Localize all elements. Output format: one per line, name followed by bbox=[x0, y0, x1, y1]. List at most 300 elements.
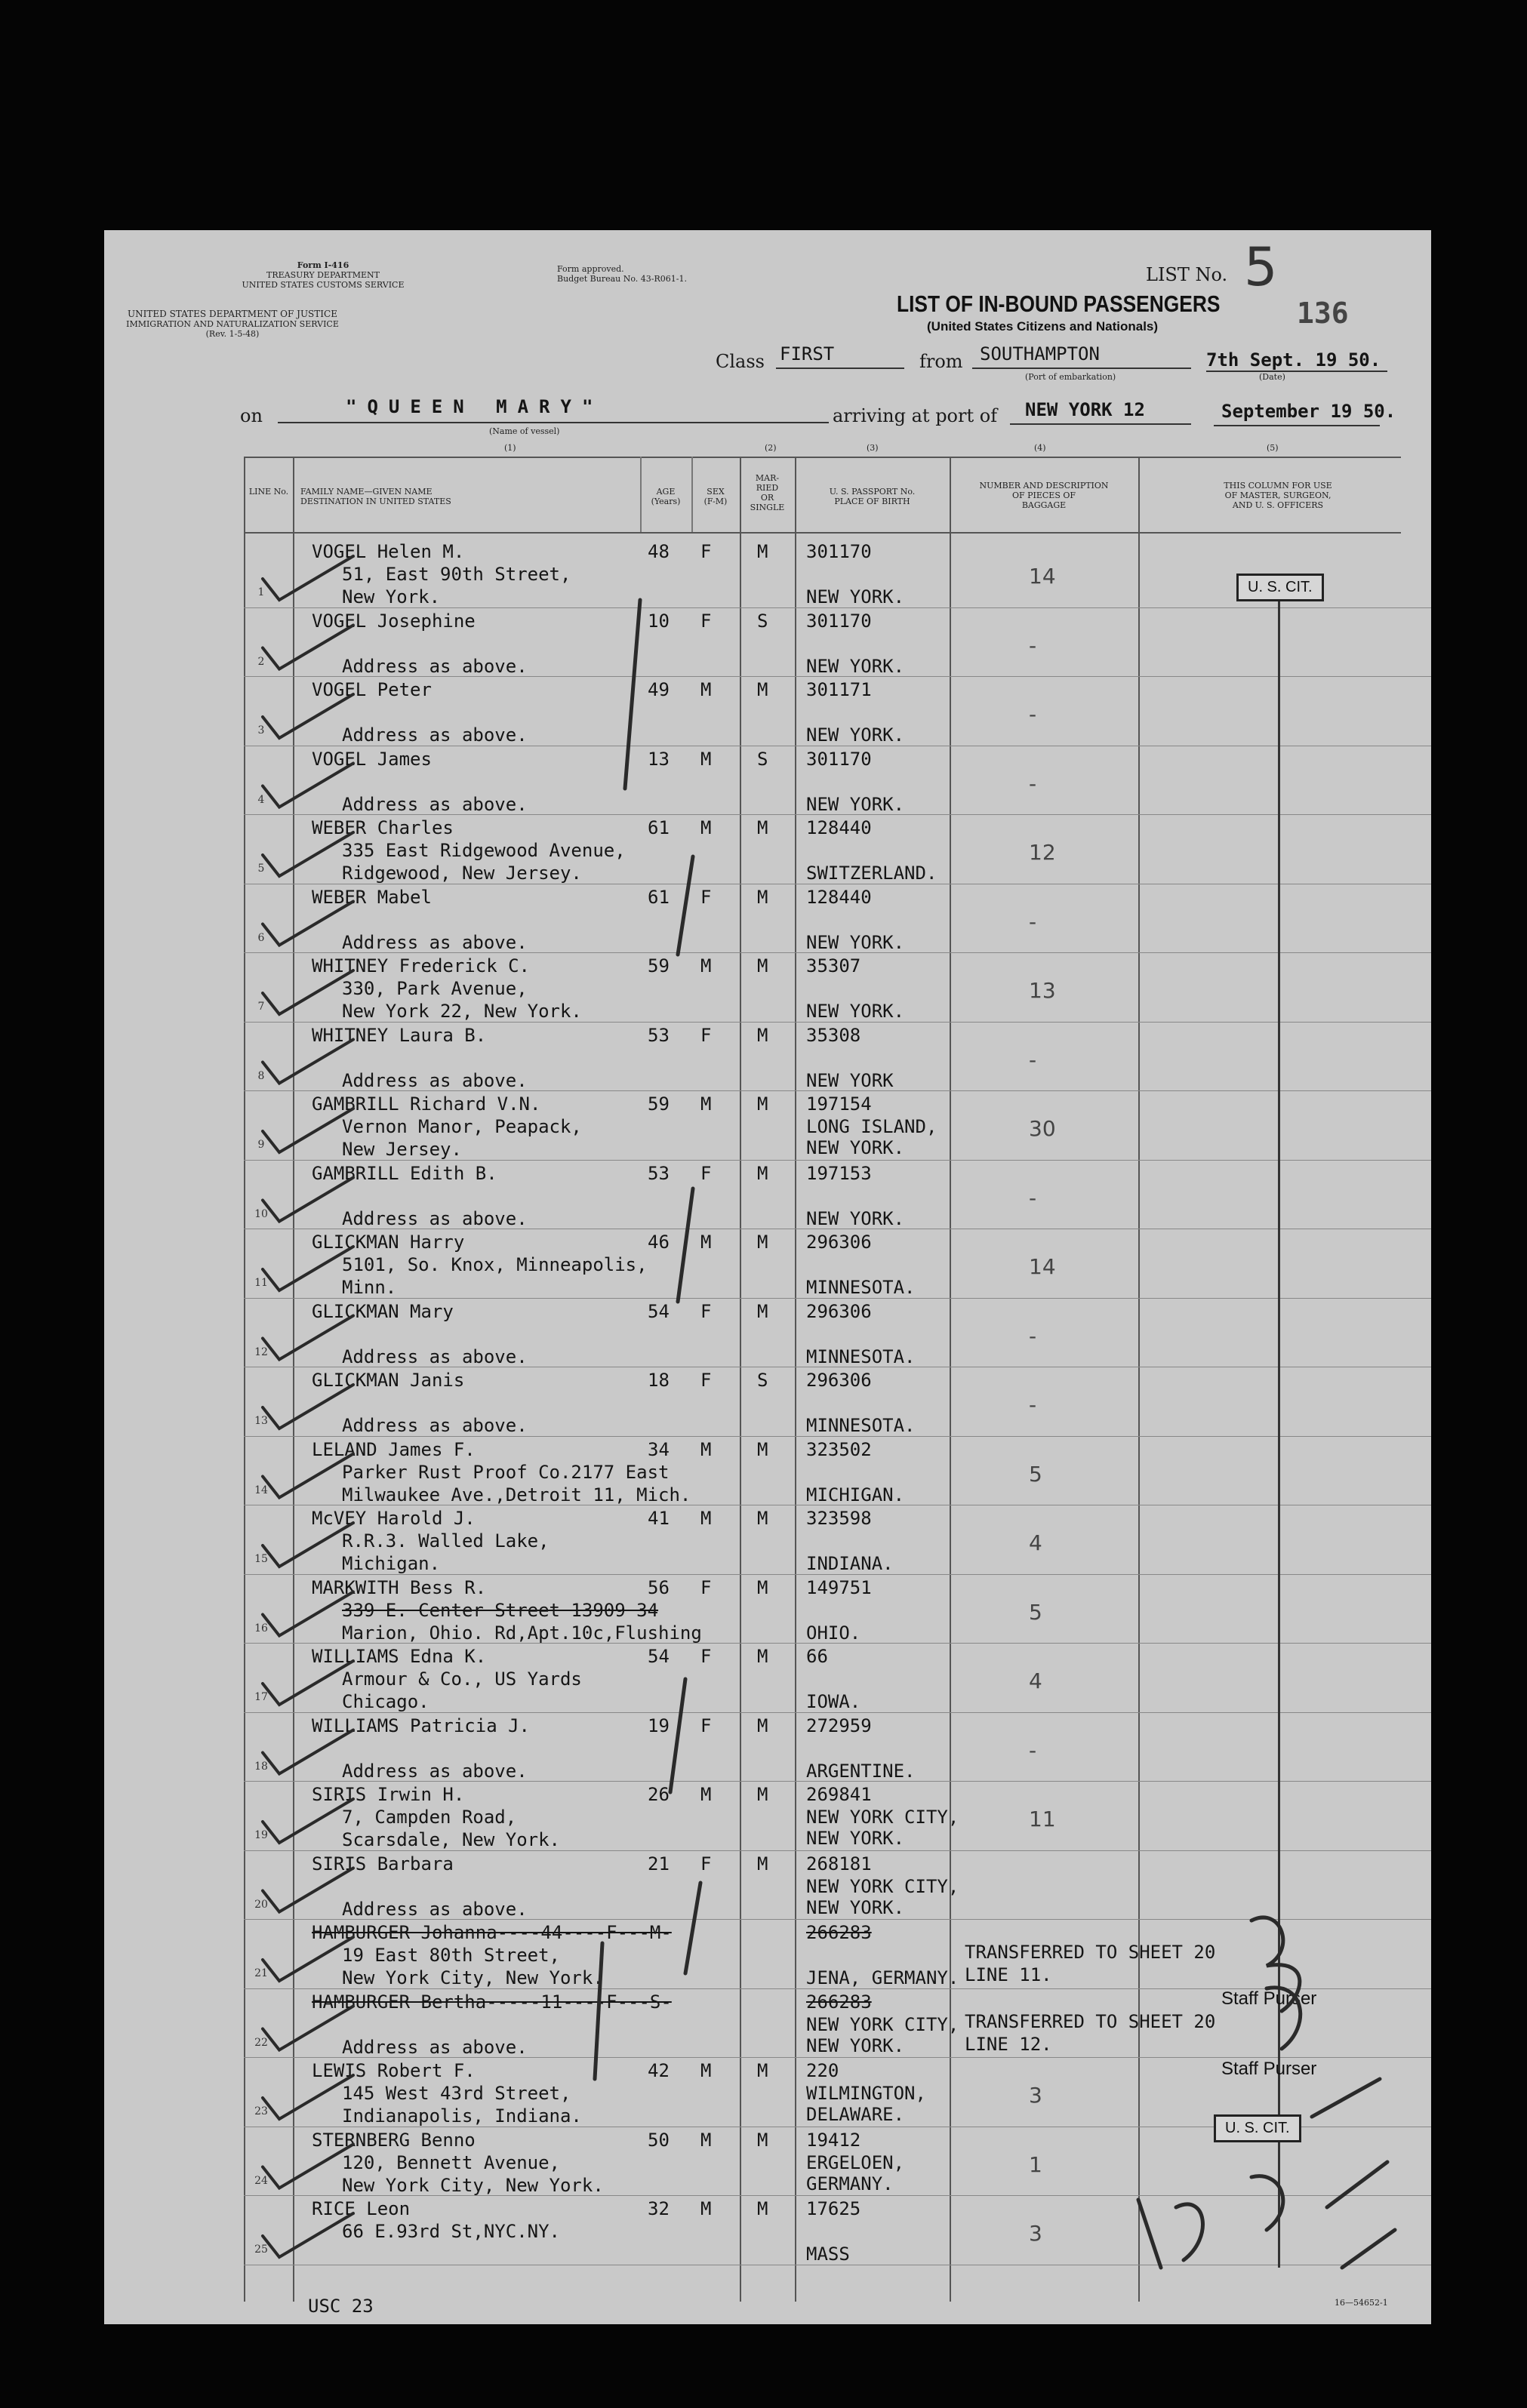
passenger-name: RICE Leon bbox=[312, 2198, 411, 2219]
passport-number: 272959 bbox=[806, 1715, 872, 1736]
place-of-birth: SWITZERLAND. bbox=[806, 863, 937, 884]
header-baggage: NUMBER AND DESCRIPTION OF PIECES OF BAGGAGE bbox=[979, 481, 1109, 510]
address-line-2: Address as above. bbox=[342, 1415, 528, 1436]
address-line-2: Scarsdale, New York. bbox=[342, 1829, 560, 1850]
line-number: 19 bbox=[254, 1829, 268, 1841]
place-of-birth: MICHIGAN. bbox=[806, 1484, 905, 1505]
passport-number: 17625 bbox=[806, 2198, 861, 2219]
passenger-age: 32 bbox=[648, 2198, 670, 2219]
passenger-sex: M bbox=[700, 2198, 712, 2219]
address-line-2: Minn. bbox=[342, 1277, 397, 1298]
line-number: 9 bbox=[257, 1139, 265, 1151]
check-mark bbox=[263, 764, 353, 807]
passenger-marital: M bbox=[757, 1784, 768, 1805]
check-mark bbox=[263, 1454, 353, 1498]
line-number: 22 bbox=[254, 2036, 268, 2049]
place-of-birth: NEW YORK. bbox=[806, 724, 905, 746]
address-line-2: Address as above. bbox=[342, 724, 528, 746]
baggage-count: - bbox=[1029, 770, 1037, 796]
place-of-birth: WILMINGTON, DELAWARE. bbox=[806, 2083, 926, 2125]
baggage-count: - bbox=[1029, 1737, 1037, 1763]
passenger-name: GAMBRILL Richard V.N. bbox=[312, 1093, 541, 1115]
passenger-name: GLICKMAN Harry bbox=[312, 1232, 465, 1253]
column-number: (5) bbox=[1267, 443, 1279, 453]
passenger-age: 26 bbox=[648, 1784, 670, 1805]
line-number: 2 bbox=[257, 655, 265, 668]
address-line-1: 66 E.93rd St,NYC.NY. bbox=[342, 2221, 560, 2242]
passenger-sex: F bbox=[700, 1646, 712, 1667]
check-mark bbox=[263, 1040, 353, 1084]
address-line-1: 5101, So. Knox, Minneapolis, bbox=[342, 1254, 648, 1275]
check-mark bbox=[263, 902, 353, 946]
line-number: 3 bbox=[257, 724, 265, 737]
passenger-name: McVEY Harold J. bbox=[312, 1508, 476, 1529]
address-line-1: Armour & Co., US Yards bbox=[342, 1668, 582, 1690]
revision-label: (Rev. 1-5-48) bbox=[205, 329, 260, 339]
on-label: on bbox=[240, 405, 263, 426]
passenger-name: VOGEL James bbox=[312, 748, 432, 770]
passenger-marital: S bbox=[757, 1370, 768, 1391]
arriving-label: arriving at port of bbox=[833, 405, 998, 426]
treasury-label: TREASURY DEPARTMENT bbox=[266, 270, 380, 280]
place-of-birth: NEW YORK. bbox=[806, 586, 905, 607]
passport-number: 269841 bbox=[806, 1784, 872, 1805]
check-mark bbox=[263, 1109, 353, 1152]
passenger-marital: S bbox=[757, 748, 768, 770]
place-of-birth: IOWA. bbox=[806, 1691, 861, 1712]
line-number: 5 bbox=[257, 863, 265, 875]
date-value: 7th Sept. 19 50. bbox=[1206, 349, 1381, 371]
hand-stroke bbox=[685, 1883, 700, 1973]
baggage-count: 5 bbox=[1029, 1599, 1042, 1625]
passenger-age: 50 bbox=[648, 2129, 670, 2151]
column-number: (4) bbox=[1034, 443, 1046, 453]
place-of-birth: ARGENTINE. bbox=[806, 1760, 916, 1782]
place-of-birth: NEW YORK CITY, NEW YORK. bbox=[806, 1807, 959, 1849]
passenger-marital: M bbox=[757, 1093, 768, 1115]
passenger-sex: M bbox=[700, 1438, 712, 1460]
address-line-2: New York City, New York. bbox=[342, 1967, 604, 1988]
address-line-1: 7, Campden Road, bbox=[342, 1807, 517, 1828]
baggage-count: - bbox=[1029, 1323, 1037, 1349]
passenger-name: WILLIAMS Patricia J. bbox=[312, 1715, 530, 1736]
baggage-count: 14 bbox=[1029, 564, 1056, 589]
passport-number: 220 bbox=[806, 2060, 839, 2081]
passenger-name: WEBER Mabel bbox=[312, 886, 432, 908]
line-number: 8 bbox=[257, 1069, 265, 1082]
hand-stroke bbox=[625, 600, 640, 789]
passport-number: 19412 bbox=[806, 2129, 861, 2151]
form-number: Form I-416 bbox=[297, 260, 349, 270]
staff-purser-label: Staff Purser bbox=[1221, 2059, 1317, 2079]
passenger-age: 13 bbox=[648, 748, 670, 770]
baggage-count: - bbox=[1029, 632, 1037, 658]
passenger-sex: F bbox=[700, 1853, 712, 1874]
passport-number: 128440 bbox=[806, 817, 872, 838]
address-line-2: Address as above. bbox=[342, 655, 528, 677]
line-number: 1 bbox=[257, 586, 265, 598]
address-line-2: Ridgewood, New Jersey. bbox=[342, 863, 582, 884]
us-citizen-stamp: U. S. CIT. bbox=[1214, 2114, 1301, 2142]
passport-number: 35308 bbox=[806, 1024, 861, 1046]
passenger-sex: M bbox=[700, 679, 712, 700]
line-number: 10 bbox=[254, 1207, 268, 1220]
form-approved-label: Form approved. bbox=[557, 264, 624, 274]
passenger-marital: M bbox=[757, 2060, 768, 2081]
passenger-marital: M bbox=[757, 817, 768, 838]
check-mark bbox=[263, 1730, 353, 1774]
passenger-age: 53 bbox=[648, 1024, 670, 1046]
line-number: 21 bbox=[254, 1967, 268, 1979]
address-line-2: Address as above. bbox=[342, 1207, 528, 1229]
passenger-marital: S bbox=[757, 610, 768, 632]
list-no-label: LIST No. bbox=[1146, 264, 1228, 285]
passenger-sex: M bbox=[700, 955, 712, 976]
passport-number: 296306 bbox=[806, 1232, 872, 1253]
passport-number: 296306 bbox=[806, 1300, 872, 1322]
check-mark bbox=[263, 1661, 353, 1705]
passenger-age: 48 bbox=[648, 541, 670, 562]
place-of-birth: NEW YORK CITY, NEW YORK. bbox=[806, 1875, 959, 1918]
passenger-name: STERNBERG Benno bbox=[312, 2129, 476, 2151]
column-number: (2) bbox=[765, 443, 777, 453]
address-line-1: 51, East 90th Street, bbox=[342, 564, 571, 585]
check-mark bbox=[263, 2145, 353, 2188]
address-line-2: Address as above. bbox=[342, 2036, 528, 2058]
passenger-sex: F bbox=[700, 1300, 712, 1322]
passenger-marital: M bbox=[757, 541, 768, 562]
place-of-birth: NEW YORK bbox=[806, 1069, 894, 1091]
passenger-name: VOGEL Peter bbox=[312, 679, 432, 700]
date-caption: (Date) bbox=[1259, 372, 1285, 382]
check-mark bbox=[263, 2213, 353, 2257]
address-line-1: 145 West 43rd Street, bbox=[342, 2083, 571, 2104]
passenger-name: WILLIAMS Edna K. bbox=[312, 1646, 487, 1667]
passenger-age: 18 bbox=[648, 1370, 670, 1391]
passenger-name: GAMBRILL Edith B. bbox=[312, 1162, 497, 1184]
passport-number: 266283 bbox=[806, 1991, 872, 2013]
passenger-name: WHITNEY Frederick C. bbox=[312, 955, 530, 976]
page-title: LIST OF IN-BOUND PASSENGERS bbox=[897, 291, 1221, 317]
address-line-2: Address as above. bbox=[342, 1345, 528, 1367]
address-line-1: Parker Rust Proof Co.2177 East bbox=[342, 1461, 670, 1483]
address-line-2: Address as above. bbox=[342, 793, 528, 815]
customs-label: UNITED STATES CUSTOMS SERVICE bbox=[242, 280, 405, 290]
address-line-2: New York City, New York. bbox=[342, 2174, 604, 2196]
passenger-sex: F bbox=[700, 541, 712, 562]
address-line-1: R.R.3. Walled Lake, bbox=[342, 1530, 550, 1552]
passenger-name: VOGEL Josephine bbox=[312, 610, 476, 632]
passport-number: 197154 bbox=[806, 1093, 872, 1115]
passenger-name: MARKWITH Bess R. bbox=[312, 1576, 487, 1598]
passenger-marital: M bbox=[757, 2198, 768, 2219]
passenger-sex: F bbox=[700, 886, 712, 908]
header-married-single: MAR- RIED OR SINGLE bbox=[750, 473, 785, 512]
check-mark bbox=[263, 2007, 353, 2050]
baggage-count: 30 bbox=[1029, 1116, 1056, 1141]
passport-number: 301170 bbox=[806, 610, 872, 632]
line-number: 25 bbox=[254, 2243, 268, 2256]
address-line-1: 335 East Ridgewood Avenue, bbox=[342, 840, 626, 861]
line-number: 15 bbox=[254, 1553, 268, 1565]
passenger-age: 61 bbox=[648, 886, 670, 908]
baggage-count: 4 bbox=[1029, 1668, 1042, 1693]
passenger-name: GLICKMAN Janis bbox=[312, 1370, 465, 1391]
hand-stroke bbox=[1251, 1917, 1300, 2011]
passport-number: 128440 bbox=[806, 886, 872, 908]
passenger-sex: M bbox=[700, 1784, 712, 1805]
baggage-count: 14 bbox=[1029, 1254, 1056, 1279]
passenger-marital: M bbox=[757, 1576, 768, 1598]
passenger-age: 34 bbox=[648, 1438, 670, 1460]
address-line-2: Address as above. bbox=[342, 931, 528, 953]
passenger-sex: M bbox=[700, 817, 712, 838]
baggage-count: - bbox=[1029, 1392, 1037, 1417]
passenger-marital: M bbox=[757, 1715, 768, 1736]
arriving-port: NEW YORK 12 bbox=[1025, 399, 1145, 420]
check-mark bbox=[263, 1247, 353, 1290]
passport-number: 301171 bbox=[806, 679, 872, 700]
line-number: 13 bbox=[254, 1415, 268, 1427]
passport-number: 268181 bbox=[806, 1853, 872, 1874]
hand-stroke bbox=[595, 1943, 602, 2079]
baggage-count: 4 bbox=[1029, 1530, 1042, 1555]
place-of-birth: LONG ISLAND, NEW YORK. bbox=[806, 1116, 937, 1158]
check-mark bbox=[263, 1799, 353, 1843]
address-line-2: Michigan. bbox=[342, 1553, 441, 1574]
passenger-age: 46 bbox=[648, 1232, 670, 1253]
baggage-count: 11 bbox=[1029, 1807, 1056, 1831]
class-value: FIRST bbox=[780, 343, 835, 364]
page-subtitle: (United States Citizens and Nationals) bbox=[927, 319, 1159, 334]
passenger-name: SIRIS Barbara bbox=[312, 1853, 454, 1874]
passport-number: 35307 bbox=[806, 955, 861, 976]
hand-stroke bbox=[678, 856, 693, 955]
address-line-2: Chicago. bbox=[342, 1691, 429, 1712]
passenger-sex: M bbox=[700, 2129, 712, 2151]
transfer-note: TRANSFERRED TO SHEET 20 LINE 11. bbox=[965, 1942, 1216, 1985]
list-no-value: 5 bbox=[1244, 236, 1278, 298]
hand-stroke bbox=[678, 1189, 693, 1302]
place-of-birth: MASS bbox=[806, 2243, 850, 2265]
header-name-destination: FAMILY NAME—GIVEN NAME DESTINATION IN UNITED STATES bbox=[300, 487, 451, 506]
passenger-name: HAMBURGER Johanna----44----F---M- bbox=[312, 1922, 672, 1943]
address-line-2: Address as above. bbox=[342, 1898, 528, 1920]
check-mark bbox=[263, 1868, 353, 1912]
passenger-age: 19 bbox=[648, 1715, 670, 1736]
ins-label: IMMIGRATION AND NATURALIZATION SERVICE bbox=[126, 319, 339, 329]
passenger-age: 42 bbox=[648, 2060, 670, 2081]
passenger-marital: M bbox=[757, 1438, 768, 1460]
address-line-2: Marion, Ohio. Rd,Apt.10c,Flushing bbox=[342, 1622, 702, 1644]
line-number: 4 bbox=[257, 793, 265, 806]
place-of-birth: NEW YORK. bbox=[806, 1001, 905, 1022]
header-age: AGE (Years) bbox=[651, 487, 681, 506]
line-number: 12 bbox=[254, 1345, 268, 1358]
passenger-age: 59 bbox=[648, 955, 670, 976]
place-of-birth: MINNESOTA. bbox=[806, 1345, 916, 1367]
check-mark bbox=[263, 556, 353, 600]
vessel-name: "QUEEN MARY" bbox=[346, 396, 604, 417]
address-line-2: Milwaukee Ave.,Detroit 11, Mich. bbox=[342, 1484, 691, 1505]
place-of-birth: NEW YORK. bbox=[806, 1207, 905, 1229]
baggage-count: 1 bbox=[1029, 2151, 1042, 2177]
address-line-2: New York. bbox=[342, 586, 441, 607]
passenger-marital: M bbox=[757, 1646, 768, 1667]
header-sex: SEX (F-M) bbox=[703, 487, 728, 506]
address-line-2: Address as above. bbox=[342, 1760, 528, 1782]
passport-number: 323502 bbox=[806, 1438, 872, 1460]
line-number: 17 bbox=[254, 1691, 268, 1703]
passenger-sex: F bbox=[700, 1024, 712, 1046]
passenger-sex: F bbox=[700, 1715, 712, 1736]
page-stamp-number: 136 bbox=[1297, 297, 1349, 330]
check-mark bbox=[263, 1592, 353, 1636]
line-number: 18 bbox=[254, 1760, 268, 1773]
hand-stroke bbox=[670, 1679, 685, 1792]
place-of-birth: OHIO. bbox=[806, 1622, 861, 1644]
address-line-1: 339 E. Center Street 13909 34 bbox=[342, 1599, 659, 1621]
transfer-note: TRANSFERRED TO SHEET 20 LINE 12. bbox=[965, 2010, 1216, 2055]
passenger-age: 54 bbox=[648, 1300, 670, 1322]
passenger-name: WHITNEY Laura B. bbox=[312, 1024, 487, 1046]
passenger-sex: M bbox=[700, 2060, 712, 2081]
us-citizen-stamp: U. S. CIT. bbox=[1236, 574, 1324, 601]
budget-label: Budget Bureau No. 43-R061-1. bbox=[557, 274, 688, 284]
place-of-birth: NEW YORK. bbox=[806, 793, 905, 815]
address-line-1: Vernon Manor, Peapack, bbox=[342, 1116, 582, 1137]
passenger-name: LEWIS Robert F. bbox=[312, 2060, 476, 2081]
baggage-count: - bbox=[1029, 1185, 1037, 1210]
line-number: 7 bbox=[257, 1001, 265, 1013]
baggage-count: 13 bbox=[1029, 978, 1056, 1003]
line-number: 6 bbox=[257, 931, 265, 944]
passenger-marital: M bbox=[757, 1508, 768, 1529]
from-label: from bbox=[919, 351, 963, 372]
baggage-count: 5 bbox=[1029, 1461, 1042, 1487]
check-mark bbox=[263, 832, 353, 876]
column-number: (1) bbox=[504, 443, 516, 453]
passenger-marital: M bbox=[757, 1853, 768, 1874]
passenger-marital: M bbox=[757, 1024, 768, 1046]
passenger-marital: M bbox=[757, 1300, 768, 1322]
place-of-birth: JENA, GERMANY. bbox=[806, 1967, 959, 1988]
justice-label: UNITED STATES DEPARTMENT OF JUSTICE bbox=[128, 309, 337, 319]
check-mark bbox=[263, 694, 353, 738]
check-mark bbox=[263, 1937, 353, 1981]
address-line-2: New Jersey. bbox=[342, 1139, 462, 1160]
passenger-age: 56 bbox=[648, 1576, 670, 1598]
vessel-caption: (Name of vessel) bbox=[489, 426, 560, 436]
header-line-no: LINE No. bbox=[248, 487, 289, 497]
passenger-name: HAMBURGER Bertha-----11----F---S- bbox=[312, 1991, 672, 2013]
line-number: 20 bbox=[254, 1898, 268, 1911]
column-number: (3) bbox=[867, 443, 879, 453]
address-line-2: Indianapolis, Indiana. bbox=[342, 2105, 582, 2127]
baggage-count: - bbox=[1029, 1047, 1037, 1072]
passport-number: 197153 bbox=[806, 1162, 872, 1184]
header-officers-use: THIS COLUMN FOR USE OF MASTER, SURGEON, AND U. S. OFFICERS bbox=[1224, 481, 1332, 510]
print-code: 16—54652-1 bbox=[1335, 2298, 1388, 2308]
check-mark bbox=[263, 2075, 353, 2119]
place-of-birth: ERGELOEN, GERMANY. bbox=[806, 2151, 905, 2194]
place-of-birth: NEW YORK. bbox=[806, 931, 905, 953]
check-mark bbox=[263, 1316, 353, 1360]
check-mark bbox=[263, 626, 353, 669]
hand-stroke bbox=[1267, 1988, 1301, 2049]
baggage-count: - bbox=[1029, 909, 1037, 934]
baggage-count: 3 bbox=[1029, 2221, 1042, 2246]
staff-purser-label: Staff Purser bbox=[1221, 1988, 1317, 2009]
place-of-birth: MINNESOTA. bbox=[806, 1277, 916, 1298]
port-caption: (Port of embarkation) bbox=[1025, 372, 1116, 382]
check-mark bbox=[263, 1385, 353, 1429]
line-number: 24 bbox=[254, 2174, 268, 2187]
address-line-2: Address as above. bbox=[342, 1069, 528, 1091]
passenger-age: 10 bbox=[648, 610, 670, 632]
passenger-marital: M bbox=[757, 886, 768, 908]
address-line-1: 120, Bennett Avenue, bbox=[342, 2151, 560, 2173]
address-line-2: New York 22, New York. bbox=[342, 1001, 582, 1022]
passenger-marital: M bbox=[757, 2129, 768, 2151]
place-of-birth: NEW YORK CITY, NEW YORK. bbox=[806, 2013, 959, 2056]
passenger-marital: M bbox=[757, 955, 768, 976]
address-line-1: 19 East 80th Street, bbox=[342, 1945, 560, 1966]
passenger-marital: M bbox=[757, 1162, 768, 1184]
hand-stroke bbox=[1138, 2176, 1283, 2268]
passport-number: 149751 bbox=[806, 1576, 872, 1598]
place-of-birth: MINNESOTA. bbox=[806, 1415, 916, 1436]
passenger-sex: F bbox=[700, 610, 712, 632]
line-number: 14 bbox=[254, 1484, 268, 1496]
passenger-age: 59 bbox=[648, 1093, 670, 1115]
passenger-name: SIRIS Irwin H. bbox=[312, 1784, 465, 1805]
passenger-name: GLICKMAN Mary bbox=[312, 1300, 454, 1322]
footer-code: USC 23 bbox=[308, 2296, 374, 2317]
place-of-birth: NEW YORK. bbox=[806, 655, 905, 677]
baggage-count: - bbox=[1029, 702, 1037, 727]
check-mark bbox=[263, 1178, 353, 1222]
header-passport-birth: U. S. PASSPORT No. PLACE OF BIRTH bbox=[829, 487, 916, 506]
arriving-date: September 19 50. bbox=[1221, 401, 1396, 422]
line-number: 11 bbox=[254, 1277, 268, 1289]
passenger-age: 54 bbox=[648, 1646, 670, 1667]
passport-number: 66 bbox=[806, 1646, 828, 1667]
baggage-count: 12 bbox=[1029, 840, 1056, 865]
passenger-age: 49 bbox=[648, 679, 670, 700]
passenger-age: 61 bbox=[648, 817, 670, 838]
passenger-sex: M bbox=[700, 748, 712, 770]
passenger-sex: F bbox=[700, 1162, 712, 1184]
check-mark bbox=[263, 1523, 353, 1567]
passenger-marital: M bbox=[757, 679, 768, 700]
passenger-name: WEBER Charles bbox=[312, 817, 454, 838]
passenger-age: 53 bbox=[648, 1162, 670, 1184]
passport-number: 266283 bbox=[806, 1922, 872, 1943]
passenger-sex: M bbox=[700, 1093, 712, 1115]
passenger-name: LELAND James F. bbox=[312, 1438, 476, 1460]
place-of-birth: INDIANA. bbox=[806, 1553, 894, 1574]
passenger-name: VOGEL Helen M. bbox=[312, 541, 465, 562]
passport-number: 301170 bbox=[806, 748, 872, 770]
passport-number: 301170 bbox=[806, 541, 872, 562]
address-line-1: 330, Park Avenue, bbox=[342, 978, 528, 999]
passenger-age: 41 bbox=[648, 1508, 670, 1529]
hand-stroke bbox=[1327, 2162, 1395, 2268]
baggage-count: 3 bbox=[1029, 2083, 1042, 2108]
hand-stroke bbox=[1312, 2079, 1380, 2117]
passport-number: 323598 bbox=[806, 1508, 872, 1529]
